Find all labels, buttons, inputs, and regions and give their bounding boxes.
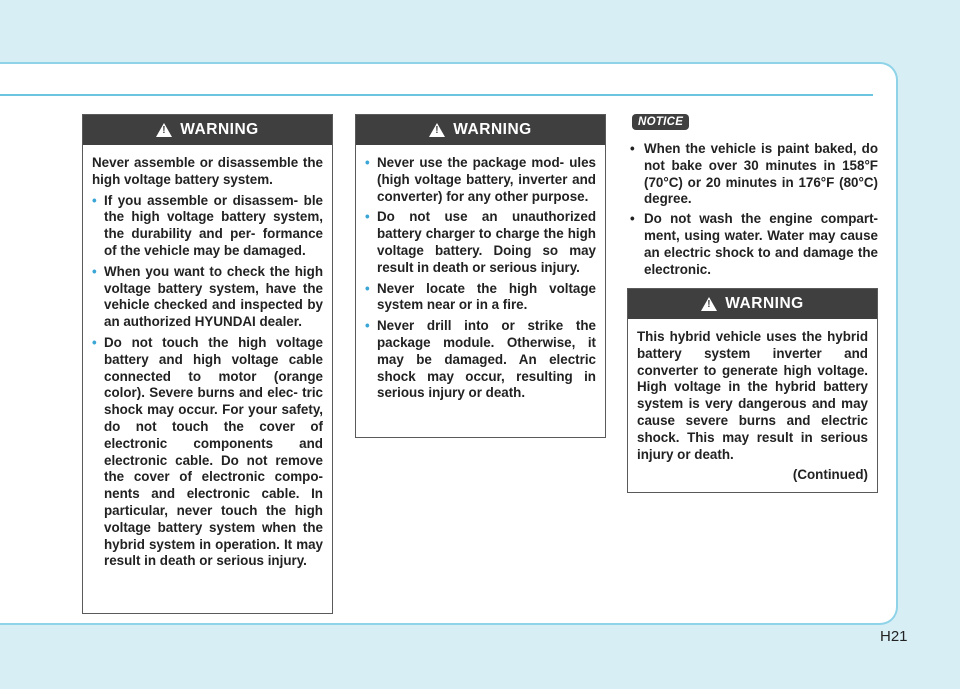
- continued-label: (Continued): [792, 467, 868, 483]
- list-item: • Never locate the high voltage system near or in a fire.: [365, 281, 596, 315]
- warning-box-high-voltage: [627, 288, 878, 493]
- warning-header: [628, 289, 877, 319]
- warning-header: [83, 115, 332, 145]
- header-rule: [0, 94, 873, 96]
- warning-text: This hybrid vehicle uses the hybrid battery system inverter and converter to generate high voltage. High voltage in the hybrid battery system is very dangerous and may cause severe burns and electric shock. This may result in serious injury or death.: [637, 329, 868, 462]
- warning-triangle-icon: !: [156, 123, 172, 137]
- list-item: • Do not touch the high voltage battery and high voltage cable connected to motor (orange color). Severe burns and elec- tric shock may occur. For your safety, do not touch the cover of electronic components and electronic cable. Do not remove the cover of electronic compo- nents and electronic cable. In particular, never touch the high voltage battery system when the hybrid system in operation. It may result in death or serious injury.: [92, 335, 323, 570]
- warning-title: WARNING: [180, 121, 259, 138]
- list-item: • Do not wash the engine compart- ment, using water. Water may cause an electric shock to and damage the electronic.: [630, 211, 878, 278]
- list-item: • When the vehicle is paint baked, do not bake over 30 minutes in 158°F (70°C) or 20 minutes in 176°F (80°C) degree.: [630, 141, 878, 208]
- warning-triangle-icon: !: [429, 123, 445, 137]
- list-item: • When you want to check the high voltage battery system, have the vehicle checked and inspected by an authorized HYUNDAI dealer.: [92, 264, 323, 331]
- page-number: H21: [880, 628, 908, 645]
- list-item: • Never drill into or strike the package module. Otherwise, it may be damaged. An electric shock may occur, resulting in serious injury or death.: [365, 318, 596, 402]
- warning-box-package-modules: [355, 114, 606, 438]
- list-item: • Never use the package mod- ules (high voltage battery, inverter and converter) for any other purpose.: [365, 155, 596, 205]
- list-item: • If you assemble or disassem- ble the high voltage battery system, the durability and per- formance of the vehicle may be damaged.: [92, 193, 323, 260]
- notice-badge: NOTICE: [632, 114, 689, 130]
- warning-title: WARNING: [453, 121, 532, 138]
- warning-box-battery-assembly: [82, 114, 333, 614]
- warning-intro: Never assemble or disassemble the high voltage battery system.: [92, 155, 323, 187]
- list-item: • Do not use an unauthorized battery charger to charge the high voltage battery. Doing so may result in death or serious injury.: [365, 209, 596, 276]
- warning-triangle-icon: !: [701, 297, 717, 311]
- warning-header: [356, 115, 605, 145]
- warning-title: WARNING: [725, 295, 804, 312]
- notice-list: [630, 141, 878, 281]
